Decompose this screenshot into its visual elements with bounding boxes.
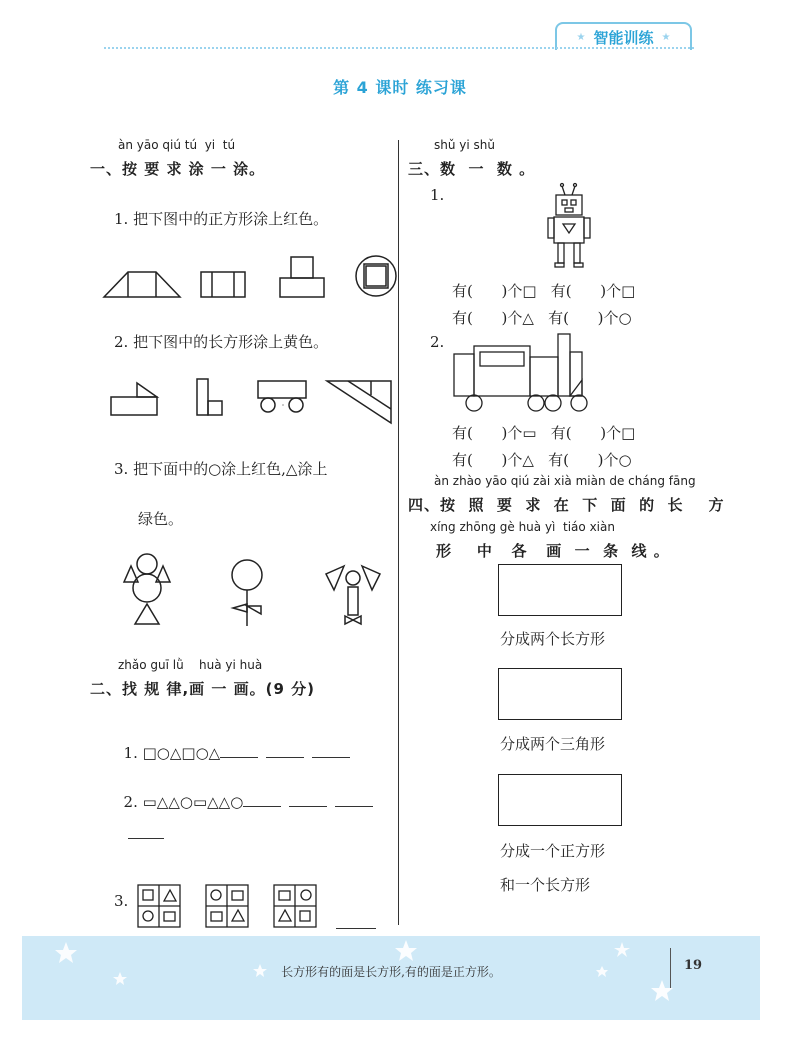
s4-pinyin2: xíng zhōng gè huà yì tiáo xiàn [430,520,615,534]
star-icon: ★ [576,31,586,43]
s3-q2: 2. [430,333,445,351]
s4-pinyin1: àn zhào yāo qiú zài xià miàn de cháng fāng [434,474,696,488]
s3-q1-row2: 有( )个△ 有( )个○ [452,309,632,327]
page-number: 19 [684,958,703,973]
person-head-shape [137,554,157,574]
star-icon: ★ [661,31,671,43]
trapezoid-shape [104,272,180,297]
header-dotted-line [104,47,694,49]
s4-heading1: 四、按 照 要 求 在 下 面 的 长 方 [408,496,725,514]
draw-rect-1[interactable] [498,564,622,616]
s2-pinyin: zhǎo guī lǜ huà yi huà [118,658,263,672]
answer-blank[interactable] [312,756,350,758]
l-rect-shape [111,397,157,415]
draw-rect-2[interactable] [498,668,622,720]
butterfly-shape [346,571,360,585]
s1-q2: 2. 把下图中的长方形涂上黄色。 [114,333,329,351]
answer-blank[interactable] [289,805,327,807]
s2-q2 [114,775,381,811]
answer-blank[interactable] [336,928,376,929]
s3-pinyin: shǔ yi shǔ [434,138,495,152]
s4-caption3b: 和一个长方形 [500,876,591,894]
footer-tip: 长方形有的面是长方形,有的面是正方形。 [281,965,501,979]
s4-caption1: 分成两个长方形 [500,630,606,648]
answer-blank[interactable] [335,805,373,807]
s1-heading: 一、按 要 求 涂 一 涂。 [90,160,266,178]
s1-q3a: 3. 把下面中的○涂上红色,△涂上 [114,460,328,478]
stacked-shape [280,278,324,297]
s1-q1: 1. 把下图中的正方形涂上红色。 [114,210,329,228]
cart-shape [258,381,306,398]
circle-square-shape [356,256,396,296]
s3-heading: 三、数 一 数 。 [408,160,536,178]
s3-q1-row1: 有( )个□ 有( )个□ [452,282,636,300]
answer-blank[interactable] [220,756,258,758]
s1-pinyin: àn yāo qiú tú yi tú [118,138,236,152]
triangle-split-shape [327,381,391,423]
flower-shape [232,560,262,590]
answer-blank[interactable] [243,805,281,807]
s3-q1: 1. [430,186,445,204]
s2-q1-sequence: 1. □○△□○△ [123,744,221,762]
s2-q2-sequence: 2. ▭△△○▭△△○ [123,793,244,811]
s1-q3b: 绿色。 [138,510,184,528]
answer-blank[interactable] [266,756,304,758]
section-badge [555,22,692,50]
rect-divided-shape [201,272,245,297]
column-divider [398,140,399,925]
s3-q2-row1: 有( )个▭ 有( )个□ [452,424,636,442]
s4-caption3a: 分成一个正方形 [500,842,606,860]
footer-tip-band [22,936,760,1020]
s2-q1 [114,726,358,762]
s4-caption2: 分成两个三角形 [500,735,606,753]
draw-rect-3[interactable] [498,774,622,826]
tall-rect-shape [197,379,208,415]
page-title: 第 4 课时 练习课 [333,78,467,97]
s2-heading: 二、找 规 律,画 一 画。(9 分) [90,680,315,698]
s4-heading2: 形 中 各 画 一 条 线 。 [436,542,670,560]
answer-blank[interactable] [128,838,164,839]
s2-q3: 3. [114,892,129,910]
badge-label: 智能训练 [593,28,654,47]
s3-q2-row2: 有( )个△ 有( )个○ [452,451,632,469]
